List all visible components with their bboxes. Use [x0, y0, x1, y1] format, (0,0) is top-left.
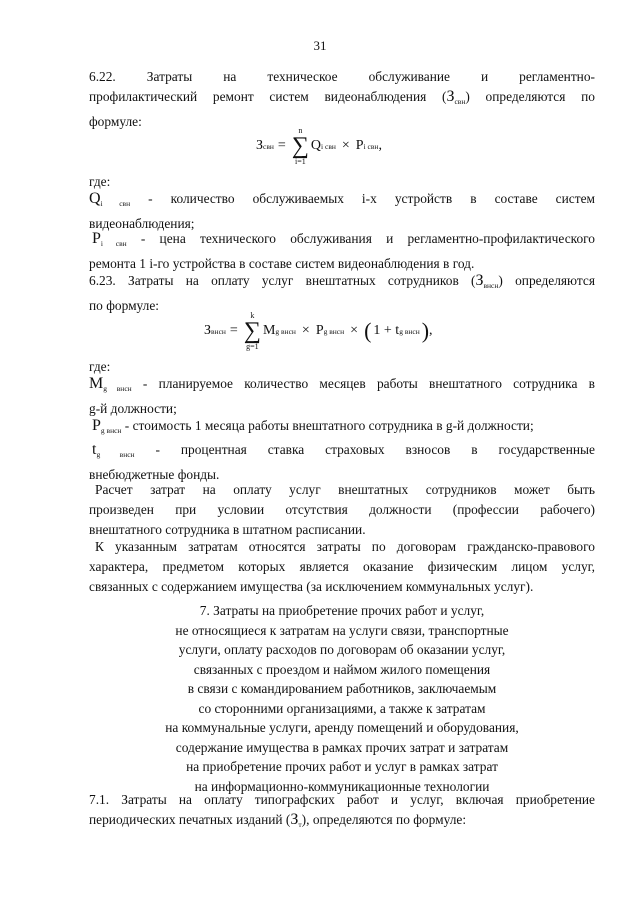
heading-line: со сторонними организациями, а также к затратам	[198, 700, 486, 716]
include-line3: связанных с содержанием имущества (за исключением коммунальных услуг).	[89, 579, 534, 594]
paragraph-include	[89, 537, 595, 597]
symbol-p: $P_{i свн}$	[92, 230, 127, 248]
p622-text-a: профилактический ремонт систем видеонаблюдения (	[89, 89, 447, 104]
f1-q: Q	[310, 138, 322, 153]
sigma-icon: ∑	[243, 318, 261, 344]
f2-one-plus-t: 1 + t	[373, 323, 400, 338]
f2-eq: =	[229, 323, 238, 338]
f1-p-sub: i свн	[363, 141, 379, 151]
formula-vnsn	[204, 311, 433, 351]
formula-svn	[256, 126, 382, 166]
f2-open-paren: (	[364, 318, 372, 343]
f2-t-sub: g внсн	[399, 326, 420, 336]
paragraph-7-1	[89, 790, 595, 835]
heading-line: связанных с проездом и наймом жилого помещения	[193, 661, 491, 677]
f2-close-paren: )	[421, 318, 430, 343]
heading-line: 7. Затраты на приобретение прочих работ и услуг,	[199, 603, 485, 618]
f2-sum	[244, 311, 261, 351]
p71-text-a: периодических печатных изданий (	[89, 812, 291, 827]
heading-line: на приобретение прочих работ и услуг в рамках затрат	[186, 759, 498, 774]
f1-eq: =	[277, 138, 286, 153]
f2-lhs: З	[204, 323, 212, 338]
f2-sum-bottom: g=1	[246, 342, 259, 351]
def-q-line1: - количество обслуживаемых i-х устройств в составе систем	[130, 191, 595, 206]
def-p-line2: ремонта 1 i-го устройства в составе систем видеонаблюдения в год.	[89, 256, 475, 271]
calc-line2: произведен при условии отсутствия должности (профессии рабочего)	[89, 502, 595, 517]
paragraph-calc	[89, 480, 595, 540]
definition-q	[89, 189, 595, 234]
symbol-t: $t_{g внсн}$	[92, 441, 135, 459]
f2-times-2: ×	[350, 323, 359, 338]
p71-text-b: ), определяются по формуле:	[301, 812, 467, 827]
def-m-line1: - планируемое количество месяцев работы внештатного сотрудника в	[131, 376, 595, 391]
p622-line1: 6.22. Затраты на техническое обслуживание и регламентно-	[89, 69, 595, 84]
calc-line3: внештатного сотрудника в штатном расписании.	[89, 522, 366, 537]
def-q-line2: видеонаблюдения;	[89, 216, 195, 231]
f1-q-sub: i свн	[321, 141, 336, 151]
definition-m	[89, 374, 595, 419]
f2-tail: ,	[429, 323, 433, 338]
page-number: 31	[313, 38, 327, 53]
definition-t	[89, 440, 595, 485]
symbol-q: $Q_{i свн}$	[89, 190, 131, 208]
symbol-z-vnsn: $З_{внсн}$	[475, 272, 499, 290]
section-7-heading	[89, 601, 595, 796]
f2-m: M	[262, 323, 276, 338]
def-pg-line1: - стоимость 1 месяца работы внештатного сотрудника в g-й должности;	[121, 418, 534, 433]
f1-sum	[292, 126, 309, 166]
heading-line: содержание имущества в рамках прочих затрат и затратам	[175, 739, 509, 755]
heading-line: в связи с командированием работников, заключаемым	[187, 681, 497, 696]
p623-line2: по формуле:	[89, 298, 159, 313]
include-line1: К указанным затратам относятся затраты по договорам гражданско-правового	[95, 539, 595, 554]
f2-m-sub: g внсн	[275, 326, 296, 336]
heading-line: услуги, оплату расходов по договорам об оказании услуг,	[178, 642, 506, 657]
p623-text-a: 6.23. Затраты на оплату услуг внештатных сотрудников (	[89, 273, 476, 288]
f1-tail: ,	[378, 138, 382, 153]
calc-line1: Расчет затрат на оплату услуг внештатных сотрудников может быть	[95, 482, 595, 497]
f1-p: P	[355, 138, 364, 153]
def-p-line1: - цена технического обслуживания и регламентно-профилактического	[126, 231, 596, 246]
sigma-icon: ∑	[291, 133, 309, 159]
f1-sum-top: n	[298, 126, 303, 135]
paragraph-6-22	[89, 67, 595, 132]
f2-p-sub: g внсн	[323, 326, 345, 336]
f2-times-1: ×	[301, 323, 310, 338]
f2-p: P	[315, 323, 324, 338]
symbol-z-t: $З_т$	[290, 811, 302, 829]
p622-line3: формуле:	[89, 114, 142, 129]
f1-times: ×	[341, 138, 350, 153]
f1-lhs: З	[256, 138, 264, 153]
heading-line: на информационно-коммуникационные технологии	[194, 778, 490, 794]
f1-lhs-sub: свн	[263, 141, 274, 151]
f1-sum-bottom: i=1	[295, 157, 306, 166]
p623-text-b: ) определяются	[498, 273, 595, 288]
def-t-line2: внебюджетные фонды.	[89, 467, 220, 482]
include-line2: характера, предметом которых является оказание физическим лицом услуг,	[89, 559, 595, 574]
heading-line: на коммунальные услуги, аренду помещений и оборудования,	[165, 720, 519, 735]
where-label-2: где:	[89, 359, 111, 374]
p71-line1: 7.1. Затраты на оплату типографских работ и услуг, включая приобретение	[89, 792, 595, 807]
where-label-1: где:	[89, 174, 111, 189]
heading-line: не относящиеся к затратам на услуги связи, транспортные	[175, 622, 509, 638]
symbol-pg: $P_{g внсн}$	[92, 417, 122, 435]
symbol-m: $M_{g внсн}$	[89, 375, 132, 393]
def-t-line1: - процентная ставка страховых взносов в государственные	[134, 442, 595, 457]
symbol-z-svn: $З_{свн}$	[446, 88, 466, 106]
definition-pg	[89, 416, 595, 441]
p622-line2	[89, 87, 595, 112]
paragraph-6-23	[89, 271, 595, 316]
p622-text-b: ) определяются по	[465, 89, 595, 104]
def-m-line2: g-й должности;	[89, 401, 177, 416]
f2-lhs-sub: внсн	[211, 326, 226, 336]
f2-sum-top: k	[250, 311, 255, 320]
definition-p	[89, 229, 595, 274]
